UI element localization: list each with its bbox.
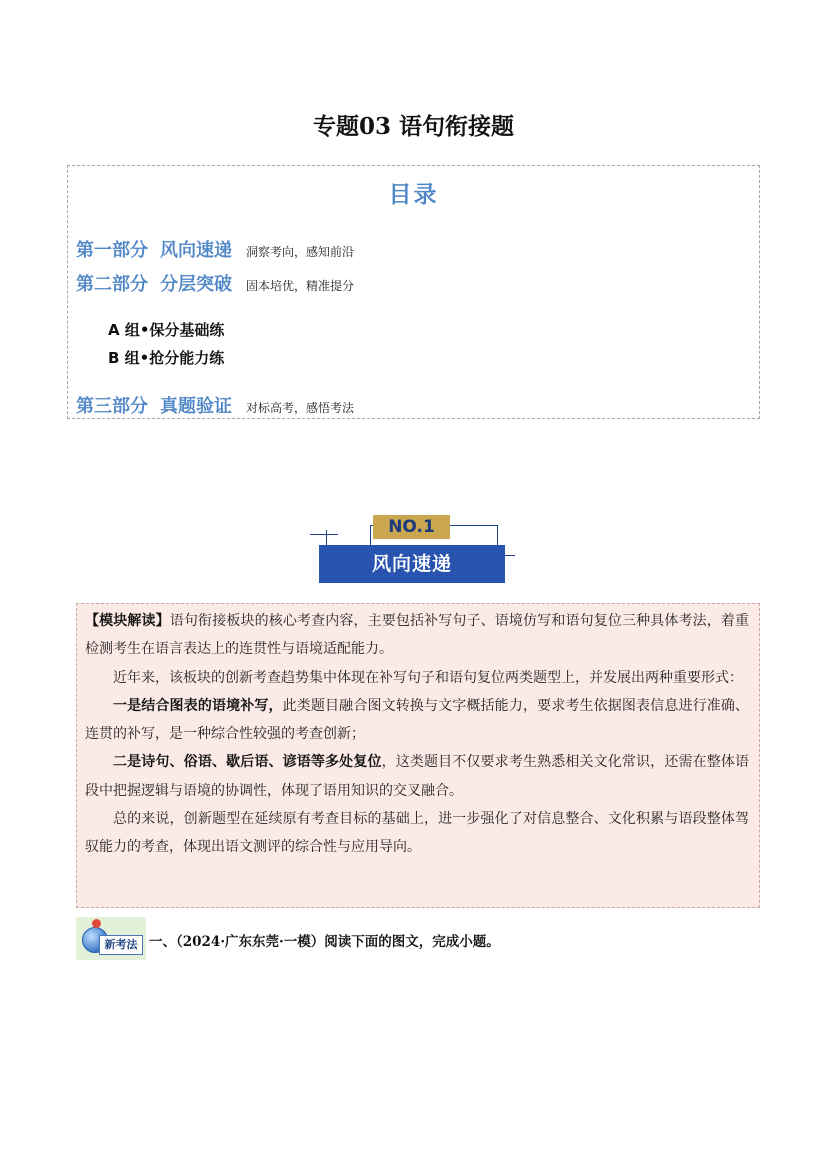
question-heading: 一、（2024·广东东莞·一模）阅读下面的图文，完成小题。 — [149, 934, 500, 950]
banner-number: NO.1 — [373, 515, 450, 539]
toc-part-note: 固本培优，精准提分 — [246, 279, 355, 293]
toc-part-label: 第三部分 — [76, 396, 148, 417]
module-label: 【模块解读】 — [85, 613, 170, 629]
toc-part-name: 真题验证 — [160, 396, 232, 417]
toc-row-part-3 — [76, 392, 354, 418]
new-method-label: 新考法 — [99, 935, 143, 955]
toc-part-note: 洞察考向，感知前沿 — [246, 245, 355, 259]
module-point-1-text: 此类题目融合图文转换与文字概括能力，要求考生依据图表信息进行准确、连贯的补写，是一种综合性较强的考查创新； — [85, 697, 750, 743]
module-paragraph-2: 近年来，该板块的创新考查趋势集中体现在补写句子和语句复位两类题型上，并发展出两种重要形式： — [113, 669, 743, 686]
module-explanation-box — [76, 603, 760, 908]
page-title: 专题03 语句衔接题 — [312, 113, 514, 140]
toc-group-b: B 组•抢分能力练 — [108, 349, 225, 367]
module-paragraph-3 — [85, 692, 749, 749]
toc-part-label: 第一部分 — [76, 240, 148, 261]
module-paragraph-5: 总的来说，创新题型在延续原有考查目标的基础上，进一步强化了对信息整合、文化积累与语段整体驾驭能力的考查，体现出语文测评的综合性与应用导向。 — [85, 811, 749, 856]
new-method-badge-icon — [76, 917, 146, 960]
toc-group-a: A 组•保分基础练 — [108, 321, 225, 339]
module-point-2-text: ，这类题目不仅要求考生熟悉相关文化常识，还需在整体语段中把握逻辑与语境的协调性，体现了语用知识的交叉融合。 — [85, 754, 750, 799]
banner-decor-line — [326, 530, 327, 546]
module-point-2: 二是诗句、俗语、歇后语、谚语等多处复位 — [113, 754, 382, 771]
toc-part-name: 风向速递 — [160, 240, 232, 261]
toc-heading: 目录 — [388, 182, 439, 208]
module-point-1: 一是结合图表的语境补写， — [113, 697, 283, 714]
toc-row-part-2 — [76, 270, 354, 296]
banner-decor-line — [310, 534, 338, 535]
toc-part-label: 第二部分 — [76, 274, 148, 295]
banner-title: 风向速递 — [319, 545, 505, 583]
banner-decor-line — [505, 555, 515, 556]
toc-part-note: 对标高考，感悟考法 — [246, 401, 355, 415]
module-paragraph-4 — [85, 748, 749, 805]
pin-icon — [92, 919, 101, 928]
toc-part-name: 分层突破 — [160, 274, 232, 295]
toc-row-part-1 — [76, 236, 354, 262]
module-intro: 语句衔接板块的核心考查内容，主要包括补写句子、语境仿写和语句复位三种具体考法，着重检测考生在语言表达上的连贯性与语境适配能力。 — [85, 613, 750, 658]
table-of-contents — [67, 165, 760, 419]
section-banner — [310, 513, 515, 585]
module-paragraph-1 — [85, 607, 749, 664]
